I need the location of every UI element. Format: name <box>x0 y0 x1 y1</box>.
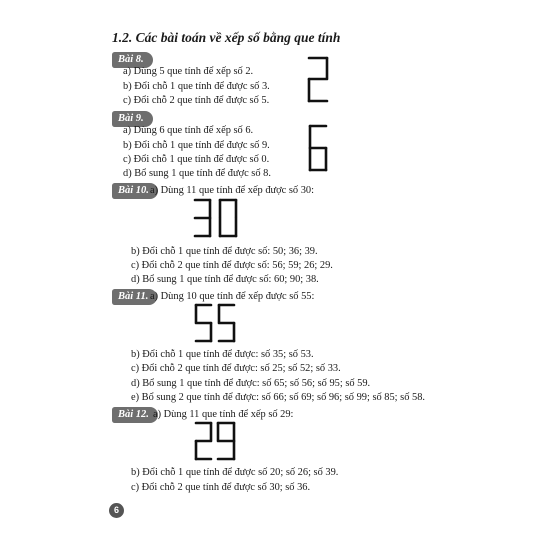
exercise-9-part-d: d) Bổ sung 1 que tính để được số 8. <box>123 168 271 179</box>
matchstick-number-29 <box>190 419 250 465</box>
exercise-12-part-c: c) Đổi chỗ 2 que tính để được số 30; số 36. <box>131 482 311 493</box>
exercise-8-part-a: a) Dùng 5 que tính để xếp số 2. <box>123 66 254 77</box>
exercise-12-part-a: a) Dùng 11 que tính để xếp số 29: <box>153 409 294 420</box>
exercise-8-part-b: b) Đổi chỗ 1 que tính để được số 3. <box>123 81 270 92</box>
exercise-10-part-c: c) Đổi chỗ 2 que tính để được số: 56; 59; 26; 29. <box>131 260 333 271</box>
exercise-12-part-b: b) Đổi chỗ 1 que tính để được số 20; số 26; số 39. <box>131 467 339 478</box>
exercise-9-part-a: a) Dùng 6 que tính để xếp số 6. <box>123 125 254 136</box>
page-number-badge: 6 <box>109 503 124 518</box>
exercise-8-part-c: c) Đổi chỗ 2 que tính để được số 5. <box>123 95 270 106</box>
exercise-badge-12: Bài 12. <box>112 407 158 423</box>
matchstick-digit-6 <box>300 120 340 176</box>
exercise-11-part-a: a) Dùng 10 que tính để xếp được số 55: <box>150 291 315 302</box>
exercise-badge-11: Bài 11. <box>112 289 157 305</box>
matchstick-number-30 <box>190 196 250 242</box>
exercise-badge-10: Bài 10. <box>112 183 158 199</box>
exercise-11-part-d: d) Bổ sung 1 que tính để được: số 65; số 56; số 95; số 59. <box>131 378 371 389</box>
exercise-9-part-b: b) Đổi chỗ 1 que tính để được số 9. <box>123 140 270 151</box>
matchstick-digit-2 <box>300 52 340 108</box>
exercise-9-part-c: c) Đổi chỗ 1 que tính để được số 0. <box>123 154 270 165</box>
exercise-10-part-b: b) Đổi chỗ 1 que tính để được số: 50; 36; 39. <box>131 246 318 257</box>
exercise-11-part-c: c) Đổi chỗ 2 que tính để được: số 25; số 52; số 33. <box>131 363 341 374</box>
section-title: 1.2. Các bài toán về xếp số bằng que tính <box>112 30 341 45</box>
exercise-badge-8: Bài 8. <box>112 52 153 68</box>
exercise-11-part-e: e) Bổ sung 2 que tính để được: số 66; số 69; số 96; số 99; số 85; số 58. <box>131 392 425 403</box>
exercise-badge-9: Bài 9. <box>112 111 153 127</box>
matchstick-number-55 <box>190 301 250 347</box>
exercise-11-part-b: b) Đổi chỗ 1 que tính để được: số 35; số 53. <box>131 349 314 360</box>
exercise-10-part-a: a) Dùng 11 que tính để xếp được số 30: <box>150 185 314 196</box>
exercise-10-part-d: d) Bổ sung 1 que tính để được số: 60; 90; 38. <box>131 274 319 285</box>
